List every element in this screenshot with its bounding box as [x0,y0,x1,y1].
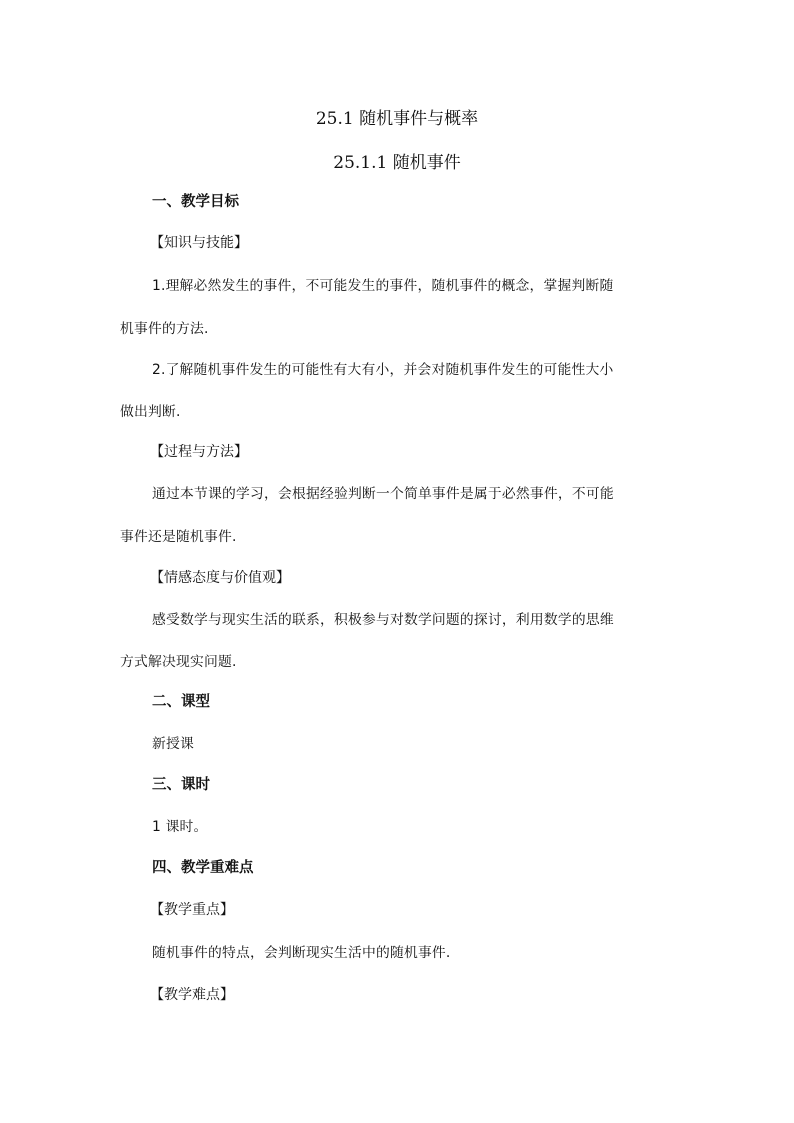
knowledge-item-1-line1: 1.理解必然发生的事件，不可能发生的事件，随机事件的概念，掌握判断随 [152,278,614,294]
knowledge-skills-label: 【知识与技能】 [150,235,248,251]
knowledge-item-2-line2: 做出判断. [120,404,181,420]
knowledge-item-1-line2: 机事件的方法. [120,321,209,337]
process-text-line2: 事件还是随机事件. [120,529,237,545]
teaching-focus-label: 【教学重点】 [150,902,234,918]
process-text-line1: 通过本节课的学习，会根据经验判断一个简单事件是属于必然事件，不可能 [152,486,614,502]
document-subtitle: 25.1.1 随机事件 [333,153,461,173]
process-method-label: 【过程与方法】 [150,444,248,460]
knowledge-item-2-line1: 2.了解随机事件发生的可能性有大有小，并会对随机事件发生的可能性大小 [152,362,614,378]
emotion-text-line2: 方式解决现实问题. [120,654,237,670]
section-heading-lesson-type: 二、课型 [152,694,210,710]
emotion-text-line1: 感受数学与现实生活的联系，积极参与对数学问题的探讨，利用数学的思维 [152,612,614,628]
lesson-type-value: 新授课 [152,736,194,752]
teaching-difficulty-label: 【教学难点】 [150,987,234,1003]
section-heading-key-points: 四、教学重难点 [152,860,254,876]
teaching-focus-text: 随机事件的特点，会判断现实生活中的随机事件. [152,945,451,961]
document-title: 25.1 随机事件与概率 [315,109,479,129]
lesson-time-value: 1 课时。 [152,819,208,835]
section-heading-lesson-time: 三、课时 [152,777,210,793]
emotion-values-label: 【情感态度与价值观】 [150,570,290,586]
section-heading-objectives: 一、教学目标 [152,194,239,210]
